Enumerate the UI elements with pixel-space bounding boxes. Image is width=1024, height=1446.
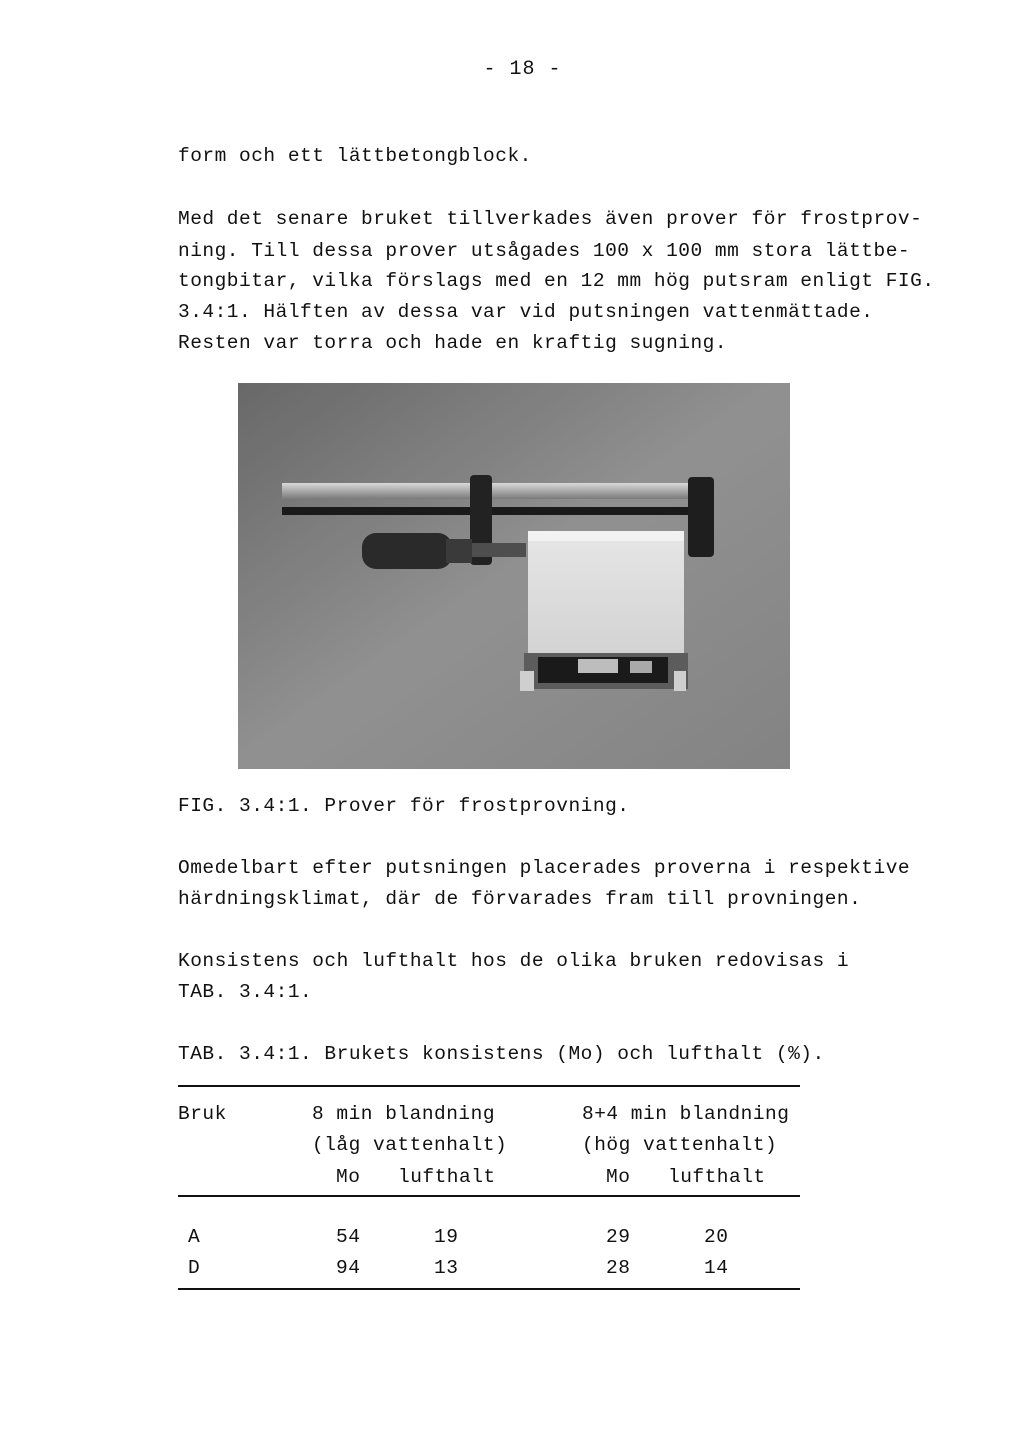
header-group2-line1: 8+4 min blandning [582,1103,790,1125]
table-header-rule [178,1195,800,1197]
header-bruk: Bruk [178,1103,227,1125]
paragraph-frost-line-5: Resten var torra och hade en kraftig sugning. [178,332,728,354]
header-group2-line2: (hög vattenhalt) [582,1134,778,1156]
row-d-mo2: 28 [606,1257,631,1279]
page-number: - 18 - [483,58,562,81]
subheader-mo-1: Mo [336,1166,361,1188]
row-d-luft2: 14 [704,1257,729,1279]
row-a-mo1: 54 [336,1226,361,1248]
subheader-mo-2: Mo [606,1166,631,1188]
table-top-rule [178,1085,800,1087]
row-d-mo1: 94 [336,1257,361,1279]
paragraph-curing-line-1: Omedelbart efter putsningen placerades proverna i respektive [178,857,911,879]
row-a-bruk: A [188,1226,201,1248]
row-d-luft1: 13 [434,1257,459,1279]
clamp-specimen-photo [238,383,790,769]
paragraph-frost-line-4: 3.4:1. Hälften av dessa var vid putsningen vattenmättade. [178,301,874,323]
subheader-lufthalt-1: lufthalt [398,1166,496,1188]
table-bottom-rule [178,1288,800,1290]
paragraph-reference-line-1: Konsistens och lufthalt hos de olika bruken redovisas i [178,950,850,972]
subheader-lufthalt-2: lufthalt [668,1166,766,1188]
paragraph-intro: form och ett lättbetongblock. [178,145,532,167]
header-group1-line2: (låg vattenhalt) [312,1134,508,1156]
paragraph-curing-line-2: härdningsklimat, där de förvarades fram till provningen. [178,888,862,910]
table-caption: TAB. 3.4:1. Brukets konsistens (Mo) och lufthalt (%). [178,1043,825,1065]
row-a-luft2: 20 [704,1226,729,1248]
row-a-luft1: 19 [434,1226,459,1248]
row-a-mo2: 29 [606,1226,631,1248]
paragraph-reference-line-2: TAB. 3.4:1. [178,981,313,1003]
paragraph-frost-line-1: Med det senare bruket tillverkades även prover för frostprov- [178,208,923,230]
paragraph-frost-line-2: ning. Till dessa prover utsågades 100 x 100 mm stora lättbe- [178,240,911,262]
row-d-bruk: D [188,1257,201,1279]
figure-caption: FIG. 3.4:1. Prover för frostprovning. [178,795,630,817]
header-group1-line1: 8 min blandning [312,1103,496,1125]
paragraph-frost-line-3: tongbitar, vilka förslags med en 12 mm hög putsram enligt FIG. [178,270,935,292]
